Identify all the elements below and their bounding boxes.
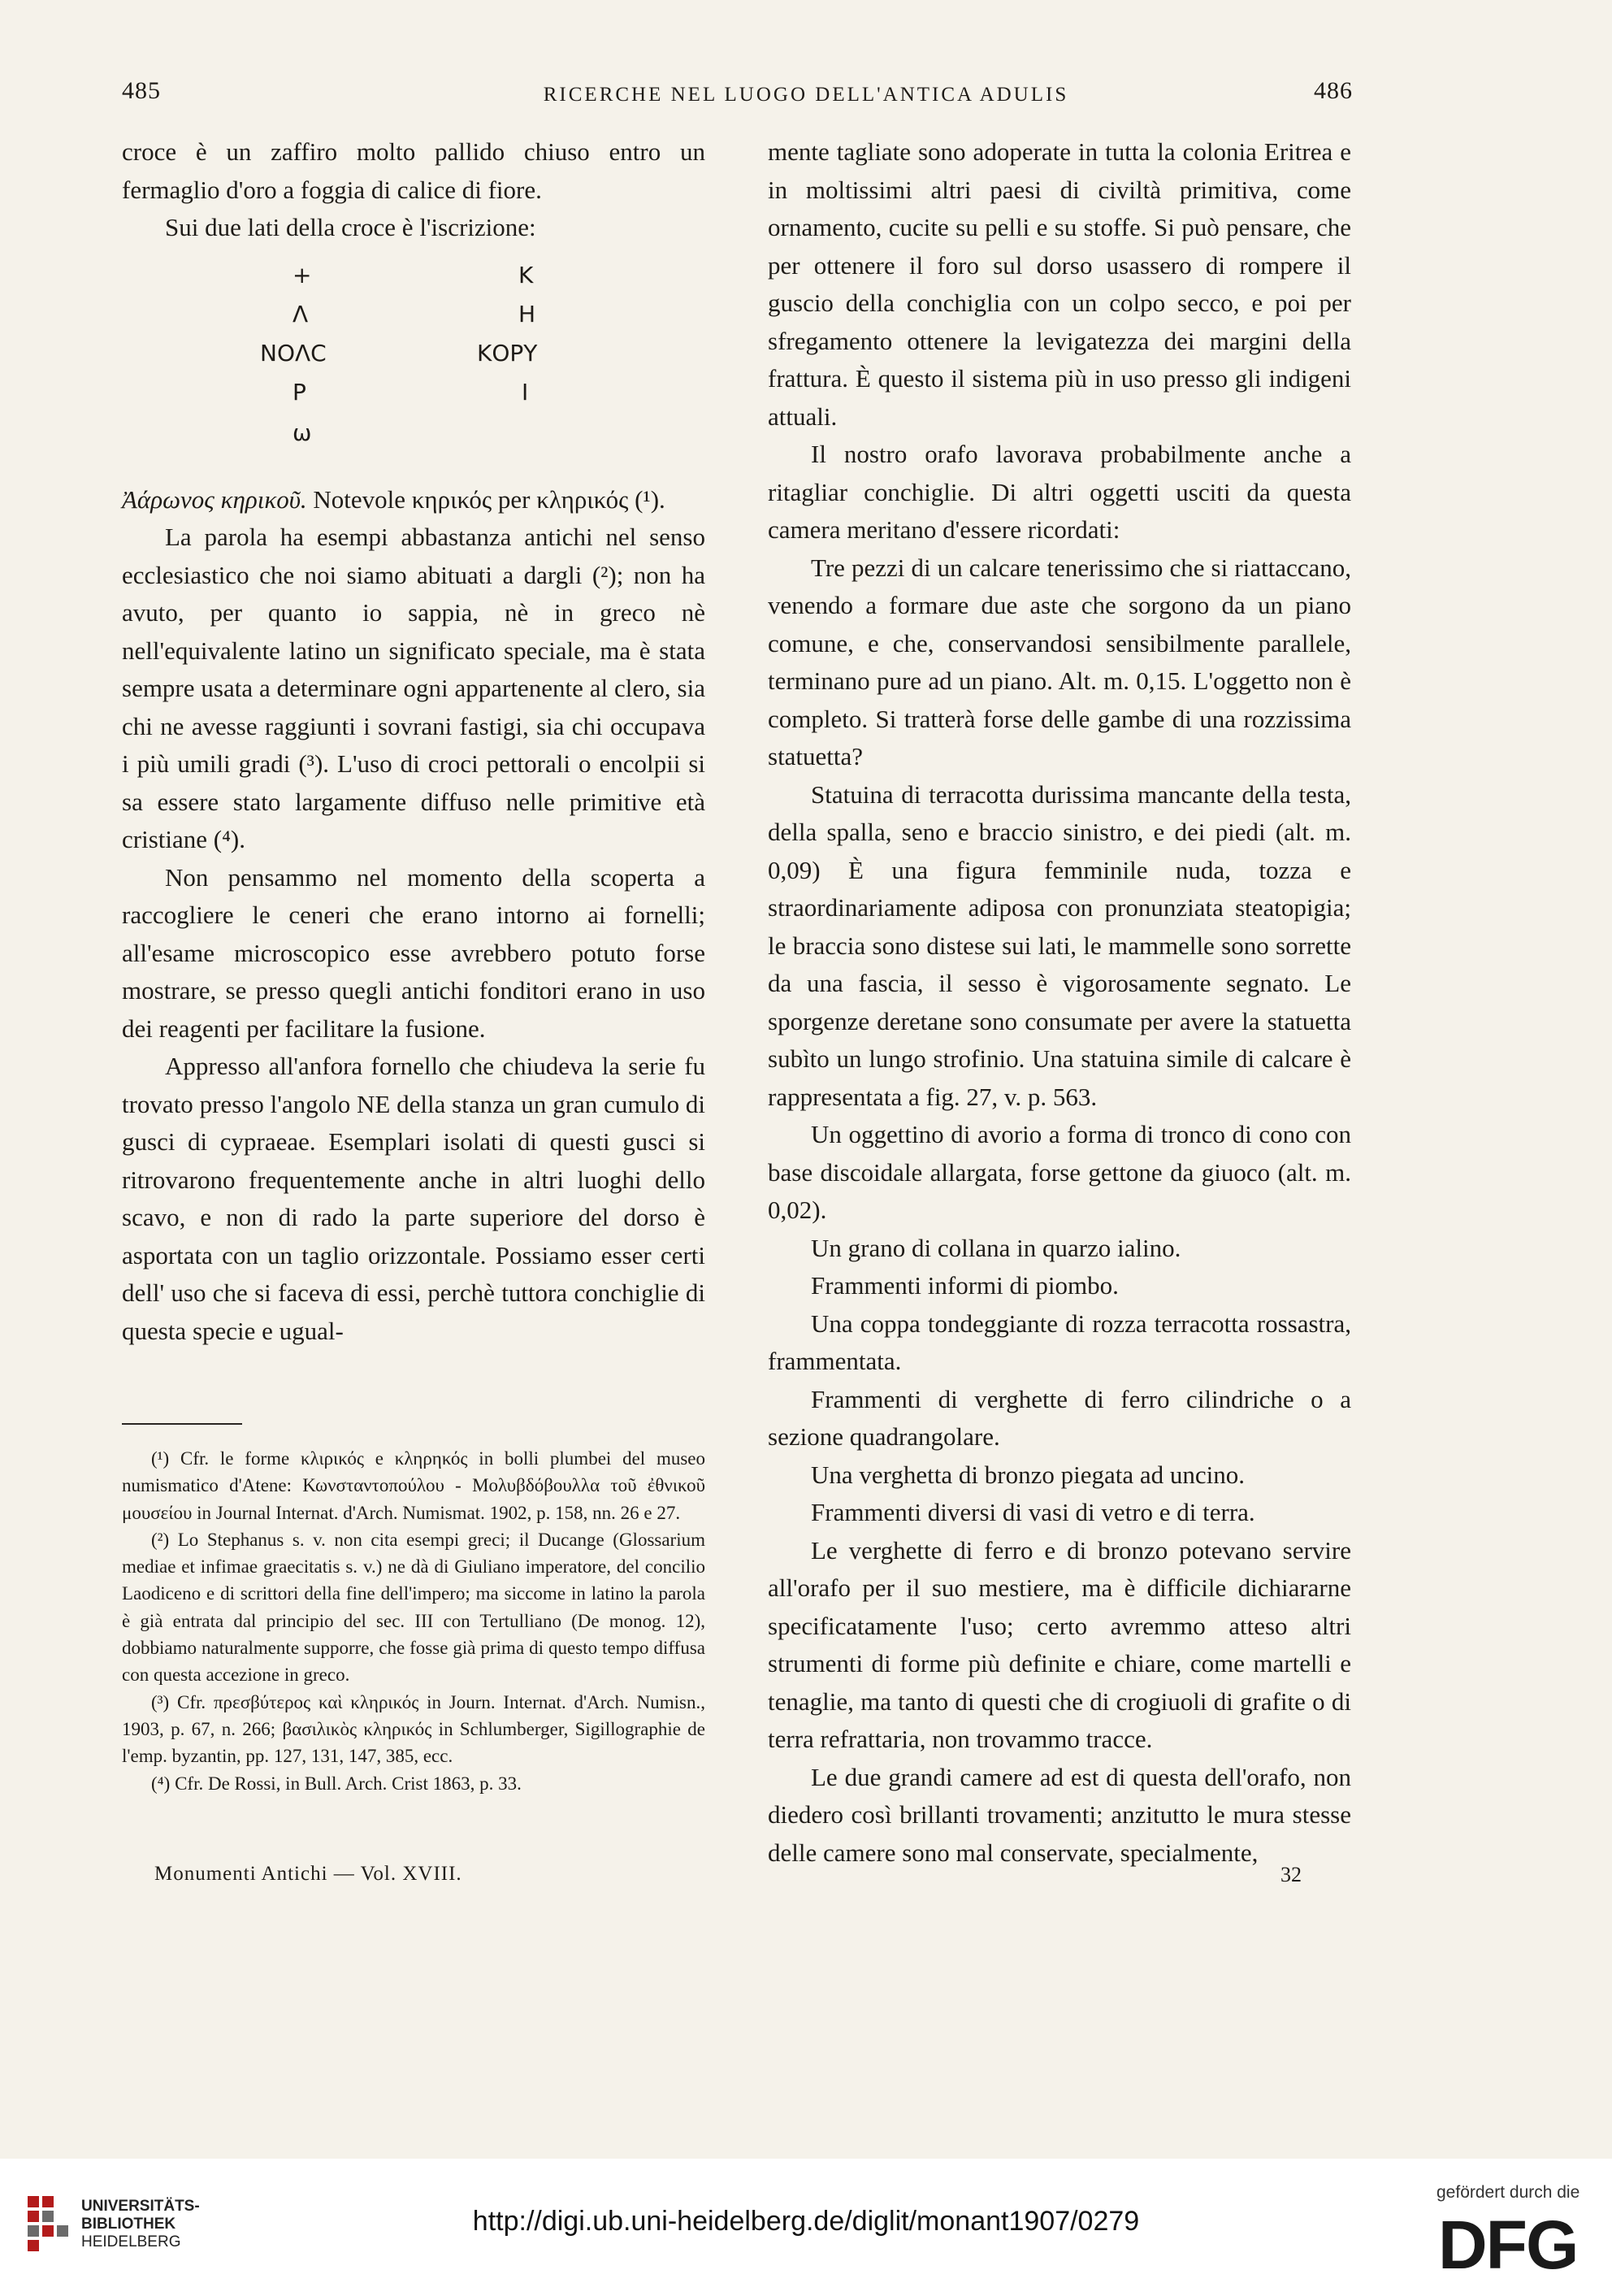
paragraph: Frammenti diversi di vasi di vetro e di terra. [811,1498,1255,1526]
ub-line: HEIDELBERG [81,2233,181,2250]
dfg-logo-icon [1438,2211,1592,2275]
paragraph: Frammenti informi di piombo. [811,1271,1119,1300]
paragraph: Non pensammo nel momento della scoperta a raccogliere le ceneri che erano intorno ai fornelli; all'esame microscopico esse avrebbero potuto forse mostrare, se presso quegli antichi fonditori erano in uso dei reagenti per facilitare la fusione. [122,862,705,1043]
greek-word: Ἀάρωνος κηρικοῦ. [122,484,307,514]
inscription-left-line: Ρ [292,378,306,406]
inscription-left-line: ΝΟΛC [260,339,327,367]
inscription-right-line: Κ [518,261,534,289]
page-number-right: 486 [1314,77,1353,104]
paragraph: Appresso all'anfora fornello che chiudeva la serie fu trovato presso l'angolo NE della stanza un gran cumulo di gusci di cypraeae. Esemplari isolati di questi gusci si ritrovarono frequentemente anche in altri luoghi dello scavo, e non di rado la parte superiore del dorso è asportata con un taglio orizzontale. Possiamo esser certi dell' uso che si faceva di essi, perchè tuttora conchiglie di questa specie e ugual- [122,1052,705,1345]
paragraph: Una verghetta di bronzo piegata ad uncino. [811,1460,1245,1489]
inscription-left-line: ω [292,419,312,446]
footnote: (²) Lo Stephanus s. v. non cita esempi greci; il Ducange (Glossarium mediae et infimae graecitatis s. v.) ne dà di Giuliano imperatore, del concilio Laodiceno e di scrittori della fine dell'impero; ma siccome in latino la parola è già entrata dal principio del sec. III con Tertulliano (De monog. 12), dobbiamo naturalmente supporre, che fosse già prima di questo tempo diffusa con questa accezione in greco. [122,1529,705,1686]
paragraph: croce è un zaffiro molto pallido chiuso entro un fermaglio d'oro a foggia di calice di fiore. [122,137,705,204]
funding-caption: gefördert durch die [1436,2183,1580,2202]
paragraph: Un oggettino di avorio a forma di tronco di cono con base discoidale allargata, forse gettone da giuoco (alt. m. 0,02). [768,1120,1351,1224]
text-run: Notevole κηρικός per κληρικός (¹). [306,484,665,514]
volume-footer: Monumenti Antichi — Vol. XVIII. [154,1863,462,1885]
viewer-footer [0,2159,1612,2296]
inscription-right-line: Ι [522,378,529,406]
paragraph: Il nostro orafo lavorava probabilmente anche a ritagliar conchiglie. Di altri oggetti usciti da questa camera meritano d'essere ricordati: [768,440,1351,544]
paragraph: Le due grandi camere ad est di questa dell'orafo, non diedero così brillanti trovamenti; anzitutto le mura stesse delle camere sono mal conservate, specialmente, [768,1762,1351,1867]
paragraph: Le verghette di ferro e di bronzo potevano servire all'orafo per il suo mestiere, ma è difficile dichiararne specificatamente l'uso; certo avremmo atteso altri strumenti di forme più definite e chiare, come martelli e tenaglie, ma tanto di questi che di crogiuoli di grafite o di terra refrattaria, non trovammo tracce. [768,1535,1351,1753]
permalink-url[interactable]: http://digi.ub.uni-heidelberg.de/diglit/monant1907/0279 [472,2206,1140,2237]
inscription-right-line: ΚΟΡΥ [477,339,538,367]
paragraph [122,481,705,519]
inscription-left-line: Λ [292,300,309,328]
paragraph: Un grano di collana in quarzo ialino. [811,1233,1181,1262]
page-number-left: 485 [122,77,161,104]
running-title: RICERCHE NEL LUOGO DELL'ANTICA ADULIS [543,84,1069,106]
paragraph: Una coppa tondeggiante di rozza terracotta rossastra, frammentata. [768,1309,1351,1375]
signature-number: 32 [1280,1863,1302,1886]
paragraph: Frammenti di verghette di ferro cilindriche o a sezione quadrangolare. [768,1384,1351,1451]
footnote: (³) Cfr. πρεσβύτερος καὶ κληρικός in Journ. Internat. d'Arch. Numisn., 1903, p. 67, n. 266; βασιλικὸς κληρικός in Schlumberger, Sigillographie de l'emp. byzantin, pp. 127, 131, 147, 385, ecc. [122,1691,705,1767]
ub-line: BIBLIOTHEK [81,2216,176,2233]
paragraph: Sui due lati della croce è l'iscrizione: [165,213,536,241]
paragraph: mente tagliate sono adoperate in tutta la colonia Eritrea e in moltissimi altri paesi di civiltà primitiva, come ornamento, cucite su pelli e su stoffe. Si può pensare, che per ottenere il foro sul dorso usassero di rompere il guscio della conchiglia con un colpo secco, e poi per sfregamento ottenere la levigatezza dei margini della frattura. È questo il sistema più in uso presso gli indigeni attuali. [768,137,1351,431]
footnotes [122,1445,705,1797]
paragraph: Tre pezzi di un calcare tenerissimo che si riattaccano, venendo a formare due aste che sorgono da un piano comune, e che, conservandosi sensibilmente parallele, terminano pure ad un piano. Alt. m. 0,15. L'oggetto non è completo. Si tratterà forse delle gambe di una rozzissima statuetta? [768,553,1351,770]
paragraph: Statuina di terracotta durissima mancante della testa, della spalla, seno e braccio sinistro, e dei piedi (alt. m. 0,09) È una figura femminile nuda, tozza e straordinariamente adiposa con pronunziata steatopigia; le braccia sono distese sui lati, le mammelle sono sorrette da una fascia, il sesso è vigorosamente segnato. Le sporgenze deretane sono consumate per avere la statuetta subìto un lungo strofinio. Una statuina simile di calcare è rappresentata a fig. 27, v. p. 563. [768,779,1351,1111]
right-column [768,133,1351,1872]
footnote: (⁴) Cfr. De Rossi, in Bull. Arch. Crist 1863, p. 33. [151,1773,522,1794]
footnote-rule [122,1423,242,1425]
inscription-left-line: + [292,261,312,289]
ub-line: UNIVERSITÄTS- [81,2198,200,2215]
cross-inscription [122,252,705,481]
left-column [122,133,705,1350]
paragraph: La parola ha esempi abbastanza antichi nel senso ecclesiastico che noi siamo abituati a dargli (²); non ha avuto, per quanto io sappia, nè in greco nè nell'equivalente latino un significato speciale, ma è stata sempre usata a determinare ogni appartenente al clero, sia chi ne avesse raggiunti i sovrani fastigi, sia chi occupava i più umili gradi (³). L'uso di croci pettorali o encolpii si sa essere stato largamente diffuso nelle primitive età cristiane (⁴). [122,523,705,853]
dfg-logo-text: DFG [1438,2211,1578,2275]
footnote: (¹) Cfr. le forme κλιρικός e κληρηκός in bolli plumbei del museo numismatico d'Atene: Κωνσταντοπούλου - Μολυβδόβουλλα τοῦ ἐθνικοῦ μουσείου in Journal Internat. d'Arch. Numismat. 1902, p. 158, nn. 26 e 27. [122,1448,705,1523]
inscription-right-line: Η [518,300,536,328]
